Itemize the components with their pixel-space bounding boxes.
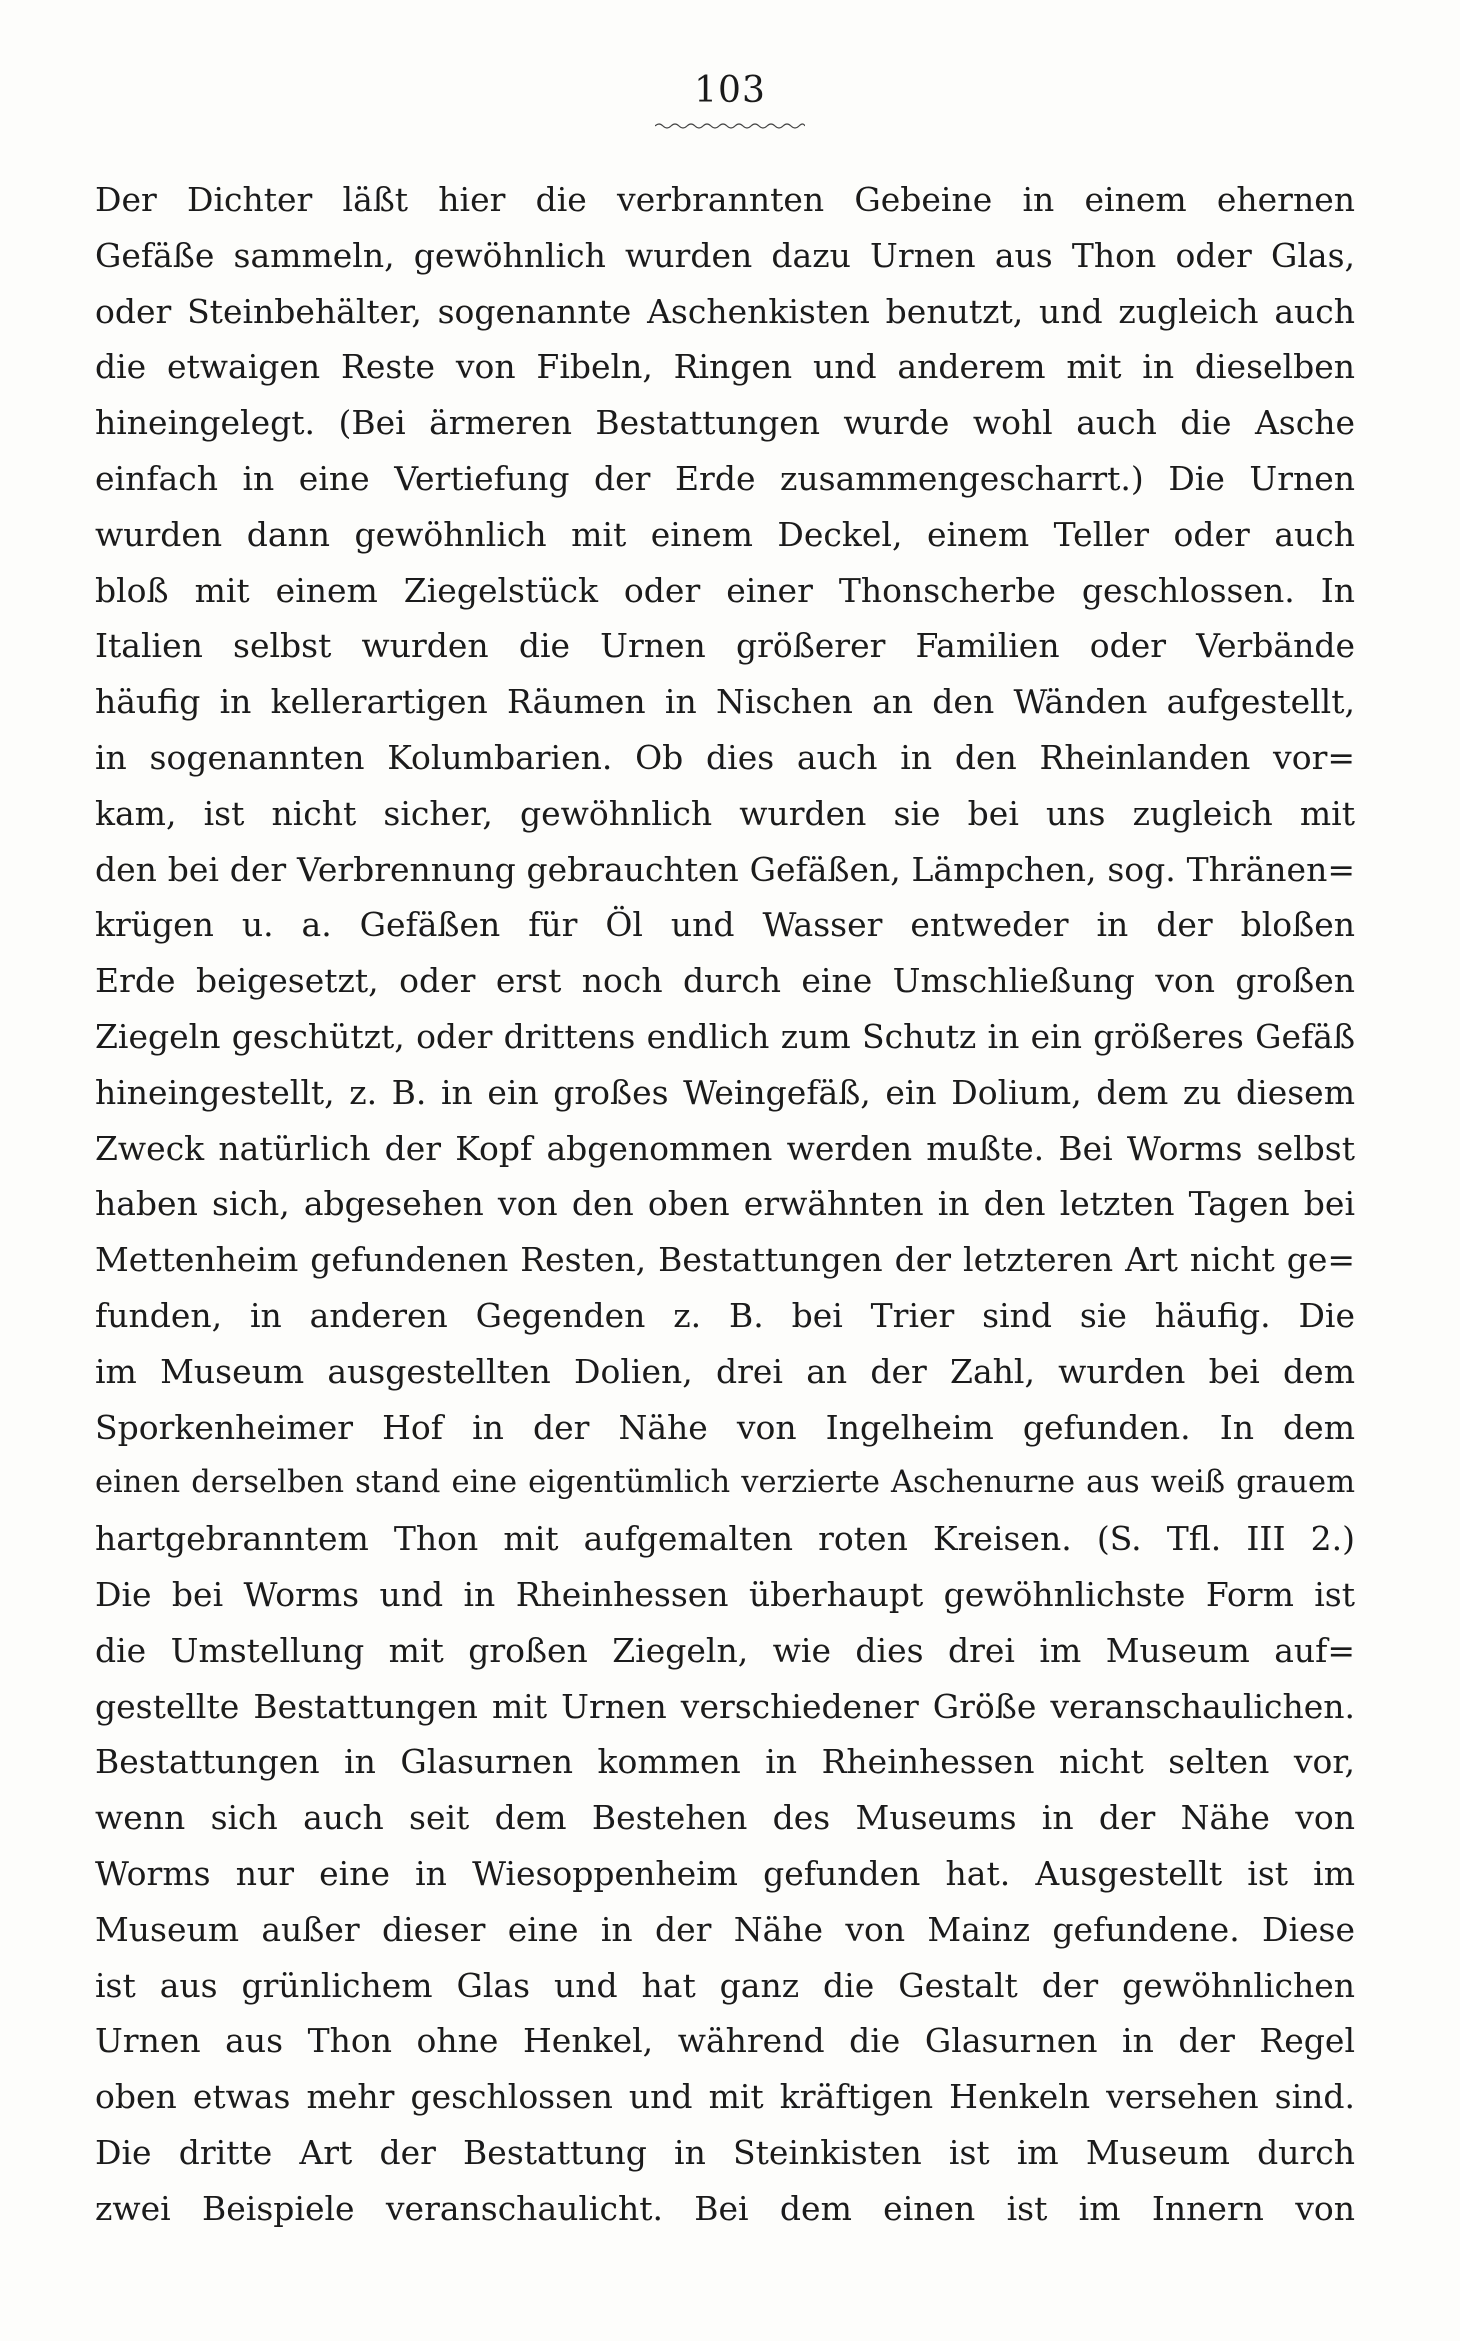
text-line: hineingelegt. (Bei ärmeren Bestattungen wurde wohl auch die Asche — [95, 403, 1355, 443]
text-line: zwei Beispiele veranschaulicht. Bei dem einen ist im Innern von — [95, 2188, 1355, 2228]
text-line: wurden dann gewöhnlich mit einem Deckel, einem Teller oder auch — [95, 514, 1355, 554]
text-line: hineingestellt, z. B. in ein großes Weingefäß, ein Dolium, dem zu diesem — [95, 1072, 1355, 1112]
text-line: einen derselben stand eine eigentümlich verzierte Aschenurne aus weiß grauem — [95, 1465, 1355, 1501]
text-line: Museum außer dieser eine in der Nähe von Mainz gefundene. Diese — [95, 1909, 1355, 1949]
text-line: einfach in eine Vertiefung der Erde zusammengescharrt.) Die Urnen — [95, 458, 1355, 498]
text-line: die Umstellung mit großen Ziegeln, wie dies drei im Museum auf= — [95, 1630, 1355, 1670]
text-line: Die bei Worms und in Rheinhessen überhaupt gewöhnlichste Form ist — [95, 1574, 1355, 1614]
text-line: Ziegeln geschützt, oder drittens endlich zum Schutz in ein größeres Gefäß — [95, 1016, 1355, 1056]
text-line: haben sich, abgesehen von den oben erwähnten in den letzten Tagen bei — [95, 1184, 1355, 1224]
text-line: krügen u. a. Gefäßen für Öl und Wasser entweder in der bloßen — [95, 905, 1355, 945]
text-line: gestellte Bestattungen mit Urnen verschiedener Größe veranschaulichen. — [95, 1686, 1355, 1726]
text-line: oben etwas mehr geschlossen und mit kräftigen Henkeln versehen sind. — [95, 2077, 1355, 2117]
text-line: Italien selbst wurden die Urnen größerer Familien oder Verbände — [95, 626, 1355, 666]
text-line: Bestattungen in Glasurnen kommen in Rheinhessen nicht selten vor, — [95, 1742, 1355, 1782]
text-line: bloß mit einem Ziegelstück oder einer Thonscherbe geschlossen. In — [95, 570, 1355, 610]
text-line: Gefäße sammeln, gewöhnlich wurden dazu Urnen aus Thon oder Glas, — [95, 235, 1355, 275]
text-line: in sogenannten Kolumbarien. Ob dies auch in den Rheinlanden vor= — [95, 737, 1355, 777]
text-line: ist aus grünlichem Glas und hat ganz die Gestalt der gewöhnlichen — [95, 1965, 1355, 2005]
text-line: Worms nur eine in Wiesoppenheim gefunden hat. Ausgestellt ist im — [95, 1853, 1355, 1893]
text-line: häufig in kellerartigen Räumen in Nischen an den Wänden aufgestellt, — [95, 682, 1355, 722]
text-line: oder Steinbehälter, sogenannte Aschenkisten benutzt, und zugleich auch — [95, 291, 1355, 331]
text-line: Zweck natürlich der Kopf abgenommen werden mußte. Bei Worms selbst — [95, 1128, 1355, 1168]
text-line: Mettenheim gefundenen Resten, Bestattungen der letzteren Art nicht ge= — [95, 1240, 1355, 1280]
text-line: funden, in anderen Gegenden z. B. bei Trier sind sie häufig. Die — [95, 1295, 1355, 1335]
text-line: die etwaigen Reste von Fibeln, Ringen und anderem mit in dieselben — [95, 347, 1355, 387]
text-line: hartgebranntem Thon mit aufgemalten roten Kreisen. (S. Tfl. III 2.) — [95, 1519, 1355, 1559]
text-line: Die dritte Art der Bestattung in Steinkisten ist im Museum durch — [95, 2132, 1355, 2172]
text-line: Erde beigesetzt, oder erst noch durch eine Umschließung von großen — [95, 961, 1355, 1001]
text-line: Urnen aus Thon ohne Henkel, während die Glasurnen in der Regel — [95, 2021, 1355, 2061]
text-line: Sporkenheimer Hof in der Nähe von Ingelheim gefunden. In dem — [95, 1407, 1355, 1447]
page-number: 103 — [694, 70, 766, 111]
body-text — [95, 172, 1355, 2236]
text-line: den bei der Verbrennung gebrauchten Gefäßen, Lämpchen, sog. Thränen= — [95, 849, 1355, 889]
text-line: wenn sich auch seit dem Bestehen des Museums in der Nähe von — [95, 1798, 1355, 1838]
text-line: Der Dichter läßt hier die verbrannten Gebeine in einem ehernen — [95, 180, 1355, 219]
page-number-ornament-rule — [655, 122, 805, 130]
text-line: im Museum ausgestellten Dolien, drei an der Zahl, wurden bei dem — [95, 1351, 1355, 1391]
text-line: kam, ist nicht sicher, gewöhnlich wurden sie bei uns zugleich mit — [95, 793, 1355, 833]
